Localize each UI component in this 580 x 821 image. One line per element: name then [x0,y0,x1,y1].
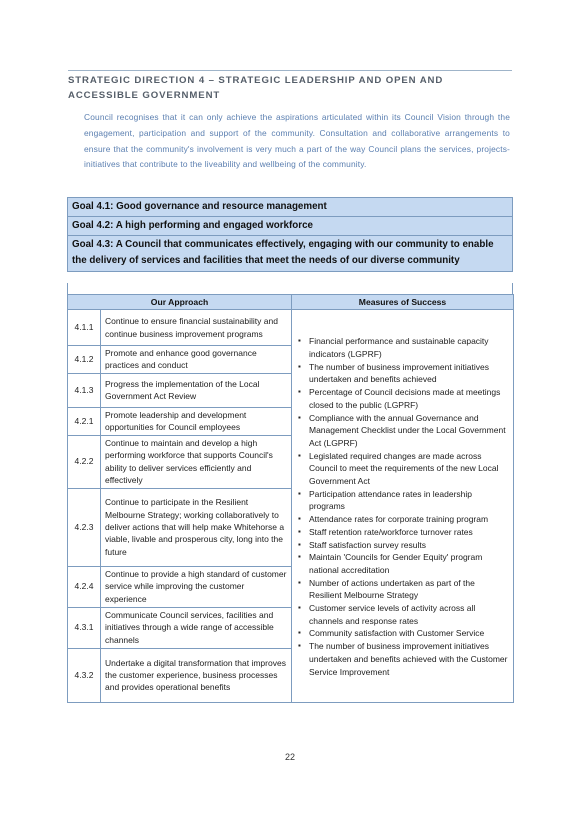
section-heading: STRATEGIC DIRECTION 4 – STRATEGIC LEADERSHIP AND OPEN AND ACCESSIBLE GOVERNMENT [68,75,444,101]
table-header-row [68,295,514,310]
list-item: ▪ Attendance rates for corporate training program [298,513,509,526]
list-item: ▪ Maintain 'Councils for Gender Equity' program national accreditation [298,551,509,576]
approach-text: Continue to maintain and develop a high performing workforce that supports Council's ability to deliver services efficiently and effectively [101,435,292,488]
intro-paragraph: Council recognises that it can only achieve the aspirations articulated within its Council Vision through the engagement, participation and support of the community. Consultation and collaborative arrangements to ensure that the community's involvement is very much a part of the way Council plans the services, projects-initiatives that contribute to the liveability and wellbeing of the community. [84,112,510,170]
goals-box [67,197,513,272]
approach-text: Continue to participate in the Resilient Melbourne Strategy; working collaboratively to deliver actions that will help make Whitehorse a viable, livable and prosperous city, long into the future [101,488,292,566]
list-item: ▪ Percentage of Council decisions made at meetings closed to the public (LGPRF) [298,386,509,411]
list-item: ▪ Customer service levels of activity across all channels and response rates [298,602,509,627]
list-item: ▪ The number of business improvement initiatives undertaken and benefits achieved with the Customer Service Improvement [298,640,509,678]
page-number: 22 [284,752,295,762]
goal-4-1: Goal 4.1: Good governance and resource management [68,198,512,217]
list-item: ▪ Number of actions undertaken as part of the Resilient Melbourne Strategy [298,577,509,602]
approach-code: 4.2.3 [68,488,101,566]
approach-text: Continue to provide a high standard of customer service while improving the customer experience [101,566,292,607]
approach-code: 4.2.2 [68,435,101,488]
approach-text: Promote and enhance good governance practices and conduct [101,346,292,374]
list-item: ▪ Legislated required changes are made across Council to meet the requirements of the new Local Government Act [298,450,509,488]
list-item: ▪ Compliance with the annual Governance and Management Checklist under the Local Government Act (LGPRF) [298,412,509,450]
list-item: ▪ Participation attendance rates in leadership programs [298,488,509,513]
list-item: ▪ The number of business improvement initiatives undertaken and benefits achieved [298,361,509,386]
list-item: ▪ Staff satisfaction survey results [298,539,509,552]
approach-code: 4.1.1 [68,310,101,346]
approach-measures-table [67,294,514,703]
measures-cell [292,310,514,703]
measures-list [298,335,509,678]
list-item: ▪ Financial performance and sustainable capacity indicators (LGPRF) [298,335,509,360]
approach-code: 4.1.2 [68,346,101,374]
approach-code: 4.2.4 [68,566,101,607]
approach-code: 4.3.1 [68,607,101,648]
header-measures-of-success: Measures of Success [292,295,514,310]
approach-text: Promote leadership and development opportunities for Council employees [101,407,292,435]
goal-4-3: Goal 4.3: A Council that communicates effectively, engaging with our community to enable the delivery of services and facilities that meet the needs of our diverse community [72,239,494,266]
table-spacer [67,283,513,294]
list-item: ▪ Community satisfaction with Customer Service [298,627,509,640]
table-row [68,310,514,346]
goal-4-2: Goal 4.2: A high performing and engaged workforce [68,217,512,236]
header-our-approach: Our Approach [68,295,292,310]
approach-text: Continue to ensure financial sustainability and continue business improvement programs [101,310,292,346]
approach-text: Communicate Council services, facilities and initiatives through a wide range of accessible channels [101,607,292,648]
approach-code: 4.1.3 [68,373,101,407]
approach-code: 4.2.1 [68,407,101,435]
list-item: ▪ Staff retention rate/workforce turnover rates [298,526,509,539]
approach-text: Progress the implementation of the Local Government Act Review [101,373,292,407]
approach-text: Undertake a digital transformation that improves the customer experience, business processes and provides operational benefits [101,648,292,702]
approach-code: 4.3.2 [68,648,101,702]
heading-rule [68,70,512,71]
